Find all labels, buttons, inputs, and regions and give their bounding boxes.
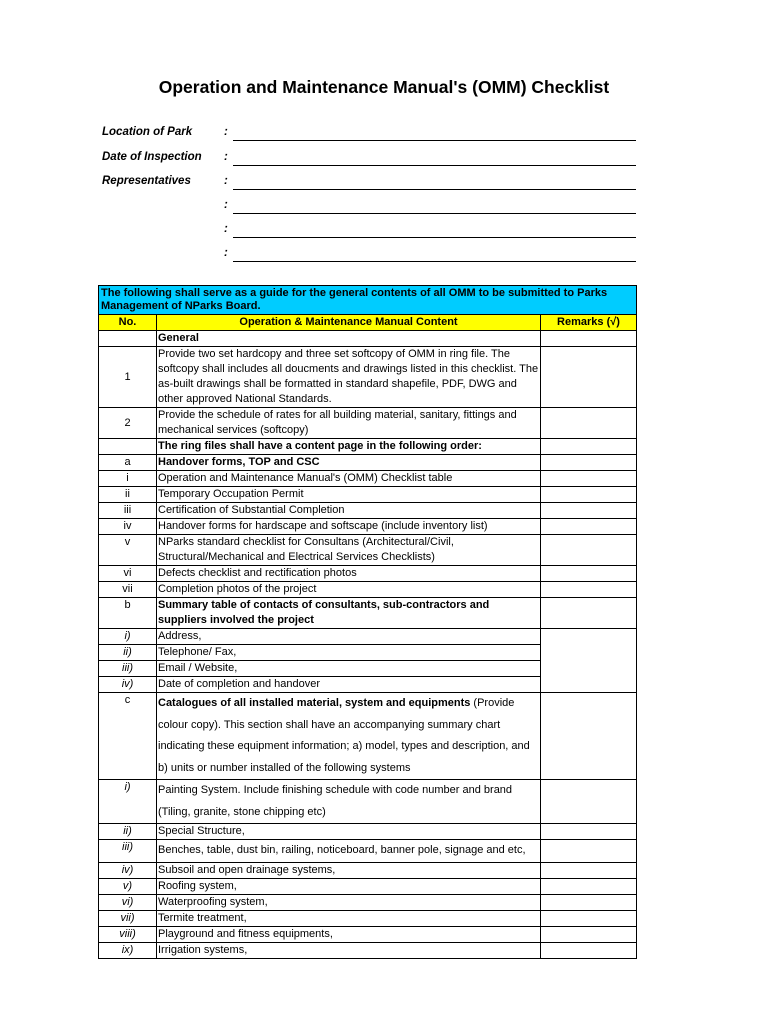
row-no: vii) [99,910,157,926]
remarks-cell[interactable] [541,519,637,535]
remarks-cell[interactable] [541,894,637,910]
remarks-cell[interactable] [541,598,637,629]
colon: : [224,126,228,138]
remarks-cell[interactable] [541,503,637,519]
row-content: Certification of Substantial Completion [157,503,541,519]
remarks-cell[interactable] [541,693,637,780]
row-no: 2 [99,408,157,439]
remarks-cell[interactable] [541,629,637,693]
table-header-row [99,315,637,331]
colon: : [224,247,228,259]
row-content: Roofing system, [157,878,541,894]
table-row [99,942,637,958]
page-title: Operation and Maintenance Manual's (OMM) Checklist [158,77,610,97]
table-row [99,566,637,582]
row-no: 1 [99,347,157,408]
remarks-cell[interactable] [541,582,637,598]
row-no: v) [99,878,157,894]
remarks-cell[interactable] [541,535,637,566]
representative-field-3[interactable] [233,237,636,238]
row-content: Operation and Maintenance Manual's (OMM) Checklist table [157,471,541,487]
header-content: Operation & Maintenance Manual Content [157,315,541,331]
row-no: iv [99,519,157,535]
row-content: Playground and fitness equipments, [157,926,541,942]
row-no: a [99,455,157,471]
table-row [99,582,637,598]
row-no: ii) [99,824,157,840]
colon: : [224,199,228,211]
row-no [99,439,157,455]
row-no: vii [99,582,157,598]
table-row [99,878,637,894]
header-no: No. [99,315,157,331]
colon: : [224,223,228,235]
representatives-row [0,175,768,195]
row-no: i) [99,629,157,645]
row-content: Date of completion and handover [157,677,541,693]
row-content: Address, [157,629,541,645]
row-content: Completion photos of the project [157,582,541,598]
row-content: Defects checklist and rectification photos [157,566,541,582]
row-content: General [157,331,541,347]
representative-row-3 [0,223,768,243]
remarks-cell[interactable] [541,408,637,439]
table-row [99,455,637,471]
remarks-cell[interactable] [541,347,637,408]
omm-checklist-table [98,285,637,959]
table-row [99,598,637,629]
colon: : [224,151,228,163]
representative-row-4 [0,247,768,267]
table-row [99,503,637,519]
remarks-cell[interactable] [541,455,637,471]
table-row [99,439,637,455]
representative-field-1[interactable] [233,189,636,190]
row-content: Irrigation systems, [157,942,541,958]
remarks-cell[interactable] [541,910,637,926]
row-content: Provide the schedule of rates for all building material, sanitary, fittings and mechanical services (softcopy) [157,408,541,439]
row-no: v [99,535,157,566]
row-content: The ring files shall have a content page in the following order: [157,439,541,455]
remarks-cell[interactable] [541,926,637,942]
remarks-cell[interactable] [541,487,637,503]
table-row [99,487,637,503]
row-no: ii) [99,645,157,661]
row-no [99,331,157,347]
remarks-cell[interactable] [541,862,637,878]
remarks-cell[interactable] [541,942,637,958]
table-row [99,519,637,535]
row-no: vi) [99,894,157,910]
remarks-cell[interactable] [541,824,637,840]
remarks-cell[interactable] [541,840,637,863]
table-row [99,331,637,347]
table-row [99,780,637,824]
row-content: Subsoil and open drainage systems, [157,862,541,878]
remarks-cell[interactable] [541,878,637,894]
table-row [99,910,637,926]
location-of-park-field[interactable] [233,140,636,141]
table-row [99,926,637,942]
row-no: viii) [99,926,157,942]
row-no: iii) [99,840,157,863]
row-no: ix) [99,942,157,958]
row-content: Provide two set hardcopy and three set softcopy of OMM in ring file. The softcopy shall includes all doucments and drawings listed in this checklist. The as-built drawings shall be formatted in standard shapefile, PDF, DWG and other approved National Standards. [157,347,541,408]
row-content: Termite treatment, [157,910,541,926]
row-content: Summary table of contacts of consultants, sub-contractors and suppliers involved the project [157,598,541,629]
row-no: i [99,471,157,487]
colon: : [224,175,228,187]
remarks-cell[interactable] [541,566,637,582]
row-content: Benches, table, dust bin, railing, noticeboard, banner pole, signage and etc, [157,840,541,863]
date-of-inspection-row [0,151,768,171]
table-banner-row [99,286,637,315]
row-content: Temporary Occupation Permit [157,487,541,503]
row-no: ii [99,487,157,503]
row-no: b [99,598,157,629]
row-no: iv) [99,677,157,693]
table-row [99,824,637,840]
representative-field-4[interactable] [233,261,636,262]
representatives-label: Representatives [102,175,191,187]
representative-row-2 [0,199,768,219]
table-row [99,894,637,910]
remarks-cell[interactable] [541,439,637,455]
table-row [99,535,637,566]
date-of-inspection-field[interactable] [233,165,636,166]
row-no: i) [99,780,157,824]
remarks-cell[interactable] [541,780,637,824]
table-banner: The following shall serve as a guide for the general contents of all OMM to be submitted to Parks Management of NParks Board. [99,286,637,315]
table-row [99,347,637,408]
location-of-park-row [0,126,768,146]
table-row [99,471,637,487]
table-row [99,840,637,863]
date-of-inspection-label: Date of Inspection [102,151,202,163]
remarks-cell[interactable] [541,331,637,347]
remarks-cell[interactable] [541,471,637,487]
representative-field-2[interactable] [233,213,636,214]
row-content: Painting System. Include finishing schedule with code number and brand (Tiling, granite, stone chipping etc) [157,780,541,824]
location-of-park-label: Location of Park [102,126,193,138]
row-no: iii) [99,661,157,677]
row-no: vi [99,566,157,582]
row-content-bold: Catalogues of all installed material, system and equipments [158,697,471,709]
row-no: iii [99,503,157,519]
row-content: Telephone/ Fax, [157,645,541,661]
header-remarks: Remarks (√) [541,315,637,331]
row-content: Waterproofing system, [157,894,541,910]
table-row [99,862,637,878]
table-row [99,408,637,439]
row-content: Email / Website, [157,661,541,677]
row-content: Special Structure, [157,824,541,840]
row-no: c [99,693,157,780]
row-content: NParks standard checklist for Consultans (Architectural/Civil, Structural/Mechanical and Electrical Services Checklists) [157,535,541,566]
table-row [99,629,637,645]
table-row [99,693,637,780]
row-content [157,693,541,780]
row-no: iv) [99,862,157,878]
row-content: Handover forms, TOP and CSC [157,455,541,471]
row-content: Handover forms for hardscape and softscape (include inventory list) [157,519,541,535]
row-content-rest: (Provide colour copy). This section shall have an accompanying summary chart indicating these equipment information; a) model, types and description, and b) units or number installed of the following systems [158,697,530,774]
